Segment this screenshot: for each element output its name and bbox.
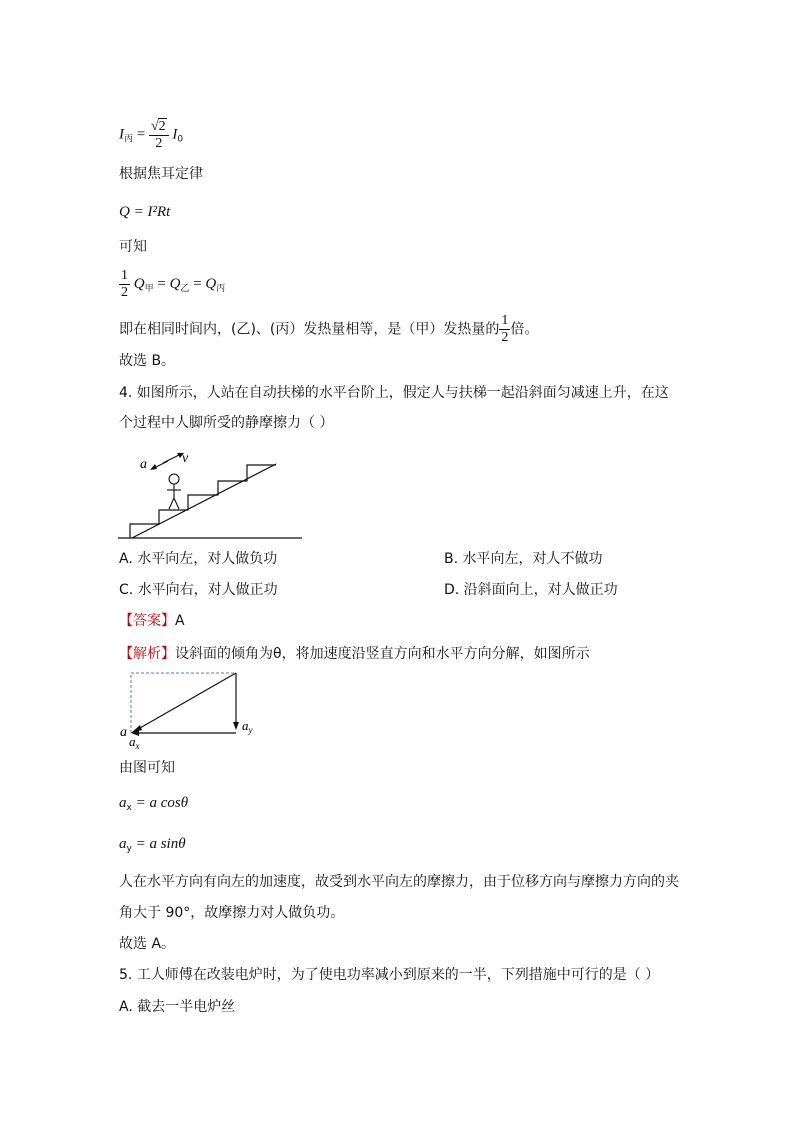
choose-b-text: 故选 B。 [119,353,176,369]
from-figure-text: 由图可知 [119,760,175,776]
q4-line1: 4. 如图所示，人站在自动扶梯的水平台阶上，假定人与扶梯一起沿斜面匀减速上升，在这 [119,385,669,401]
person-icon [167,474,181,509]
answer-line [119,611,185,631]
option-a: A. 水平向左，对人做负功 [119,551,278,567]
option-c: C. 水平向右，对人做正功 [119,582,278,598]
choose-a-text: 故选 A。 [119,936,176,952]
answer-tag: 【答案】 [119,613,175,629]
option-b: B. 水平向左，对人不做功 [444,551,603,567]
formula-joule: Q = I²Rt [119,204,171,220]
acceleration-decomposition-figure [118,668,268,753]
label-v: v [182,451,189,466]
arrow-v-icon [163,453,184,463]
label-ax: $a_x$ [129,734,140,751]
explain-line1: 人在水平方向有向左的加速度，故受到水平向左的摩擦力，由于位移方向与摩擦力方向的夹 [119,874,679,890]
explain-line2: 角大于 90°，故摩擦力对人做负功。 [119,905,345,921]
label-a2: a [120,725,127,740]
answer-value: A [175,613,185,629]
fraction-sqrt2-over-2: $\frac{√2}{2}$ [149,118,169,152]
conclusion-text: 即在相同时间内，(乙)、(丙）发热量相等，是（甲）发热量的 $\frac{1}{2}$ 倍。 [119,313,539,345]
formula-heat-ratio: $\frac{1}{2}$ $Q_甲 = Q_乙 = Q_丙$ [121,268,226,300]
formula-ax: $a_x = a$ cosθ [119,795,189,813]
option-d: D. 沿斜面向上，对人做正功 [444,582,618,598]
analysis-line: 【解析】设斜面的倾角为θ，将加速度沿竖直方向和水平方向分解，如图所示 [119,646,590,662]
q5-option-a: A. 截去一半电炉丝 [119,999,236,1015]
label-a: a [140,457,147,472]
formula-current: $I_丙$ = $\frac{√2}{2}$ $I_0$ [119,119,184,151]
q5-line: 5. 工人师傅在改装电炉时，为了使电功率减小到原来的一半，下列措施中可行的是（ ） [119,967,660,983]
formula-ay: $a_y = a$ sinθ [119,836,186,854]
q4-line2: 个过程中人脚所受的静摩擦力（ ） [119,415,334,431]
keyi-text: 可知 [119,239,147,255]
joule-law-text: 根据焦耳定律 [119,166,203,182]
analysis-tag: 【解析】 [119,646,175,662]
label-ay: $a_y$ [242,718,253,735]
escalator-figure [118,448,308,543]
